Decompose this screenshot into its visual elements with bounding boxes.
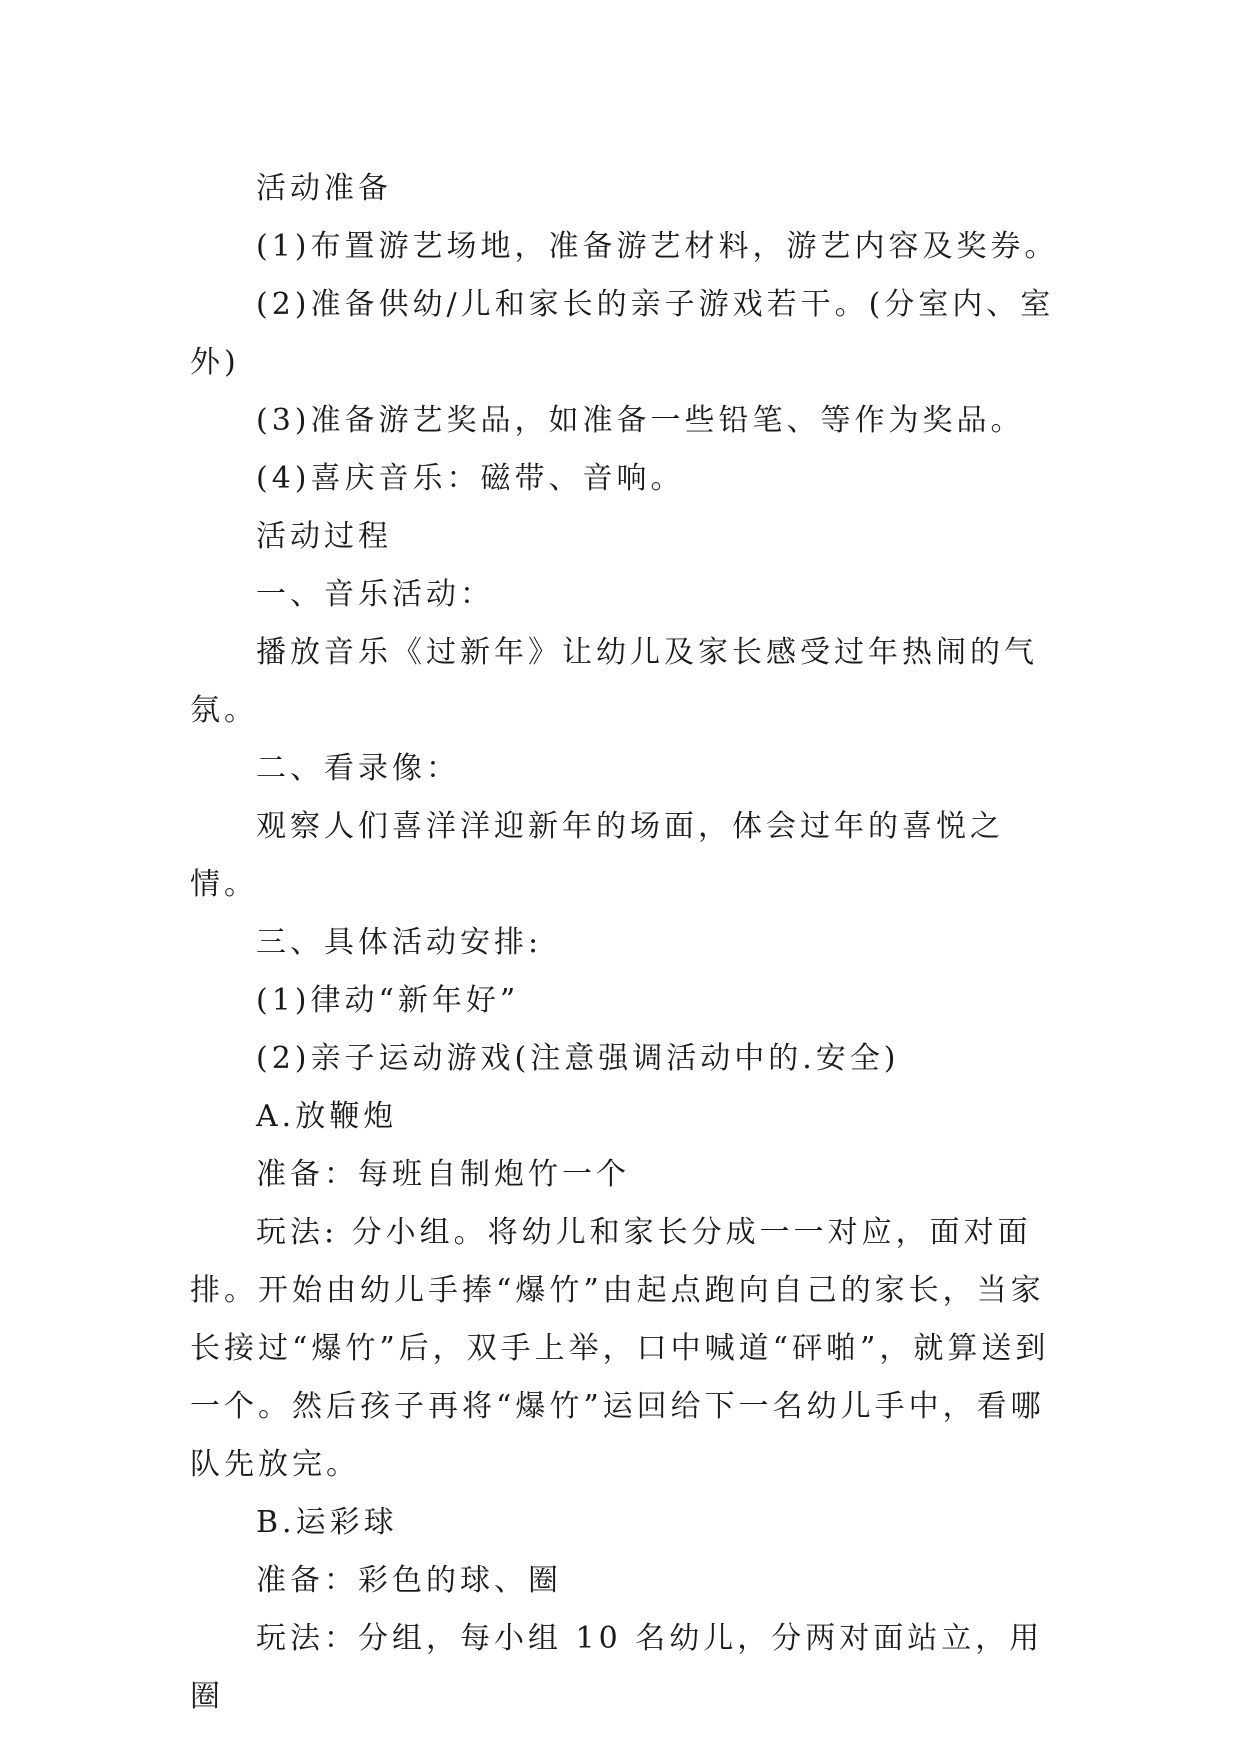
game-a-rules: 玩法: 分小组。将幼儿和家长分成一一对应，面对面排。开始由幼儿手捧“爆竹”由起点跑向自己的家长，当家长接过“爆竹”后，双手上举，口中喊道“砰啪”，就算送到一个。然后孩子再将“爆竹”运回给下一名幼儿手中，看哪队先放完。 (190, 1215, 1050, 1482)
game-b-title: B.运彩球 (256, 1505, 398, 1540)
game-a-preparation: 准备：每班自制炮竹一个 (256, 1157, 630, 1192)
activity-item-2: (2)亲子运动游戏(注意强调活动中的.安全) (256, 1041, 900, 1076)
process-step-1-heading: 一、音乐活动： (256, 577, 494, 612)
preparation-item-4: (4)喜庆音乐：磁带、音响。 (256, 461, 685, 496)
process-step-2-text: 观察人们喜洋洋迎新年的场面，体会过年的喜悦之情。 (190, 809, 1004, 902)
activity-item-1: (1)律动“新年好” (256, 983, 520, 1018)
process-step-3-heading: 三、具体活动安排: (256, 925, 543, 960)
preparation-item-1: (1)布置游艺场地，准备游艺材料，游艺内容及奖券。 (256, 229, 1059, 264)
section-heading-preparation: 活动准备 (256, 171, 392, 206)
game-b-preparation: 准备：彩色的球、圈 (256, 1563, 562, 1598)
preparation-item-3: (3)准备游艺奖品，如准备一些铅笔、等作为奖品。 (256, 403, 1025, 438)
game-a-title: A.放鞭炮 (256, 1099, 398, 1134)
process-step-1-text: 播放音乐《过新年》让幼儿及家长感受过年热闹的气氛。 (190, 635, 1038, 728)
document-body (190, 160, 1070, 1726)
process-step-2-heading: 二、看录像： (256, 751, 460, 786)
game-b-rules: 玩法：分组，每小组 10 名幼儿，分两对面站立，用圈 (190, 1621, 1044, 1714)
preparation-item-2: (2)准备供幼/儿和家长的亲子游戏若干。(分室内、室外) (190, 287, 1055, 380)
section-heading-process: 活动过程 (256, 519, 392, 554)
